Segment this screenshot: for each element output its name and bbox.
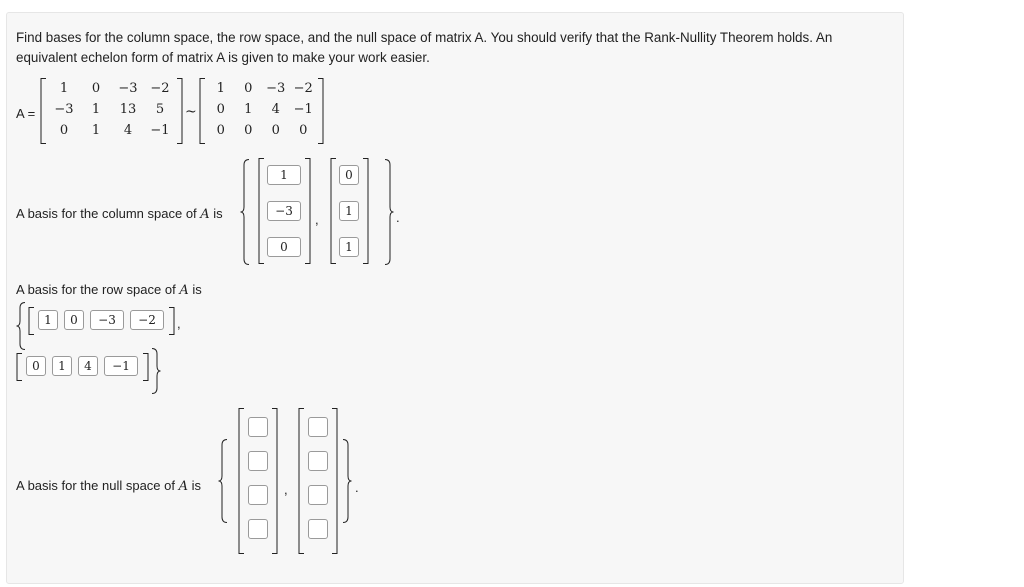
column-space-right-brace [384, 159, 394, 265]
matrix-a-entry: 0 [91, 81, 101, 96]
row-space-entry-input[interactable]: −3 [90, 310, 124, 330]
row-space-entry-input[interactable]: 1 [38, 310, 58, 330]
row-space-entry-input[interactable]: −2 [130, 310, 164, 330]
matrix-a-entry: 1 [91, 123, 101, 138]
row-space-entry-input[interactable]: 4 [78, 356, 98, 376]
matrix-a-entry: 5 [155, 102, 165, 117]
matrix-echelon-entry: 0 [271, 123, 280, 138]
matrix-echelon-entry: 0 [299, 123, 308, 138]
column-space-left-brace [240, 159, 250, 265]
separator-comma: , [284, 482, 288, 497]
null-vector-right-bracket [271, 408, 278, 554]
null-space-label: A basis for the null space of A is [16, 478, 201, 494]
column-space-entry-input[interactable]: 0 [339, 165, 359, 185]
row-vector-right-bracket [168, 307, 175, 335]
null-space-entry-input[interactable] [248, 451, 268, 471]
matrix-echelon-right-bracket [317, 78, 324, 144]
matrix-a-entry: −1 [150, 123, 170, 138]
row-space-entry-input[interactable]: 0 [26, 356, 46, 376]
column-space-entry-input[interactable]: −3 [267, 201, 301, 221]
matrix-a-entry: 1 [91, 102, 101, 117]
matrix-echelon-entry: 0 [216, 102, 225, 117]
row-space-entry-input[interactable]: 0 [64, 310, 84, 330]
period: . [355, 480, 359, 495]
null-space-entry-input[interactable] [308, 519, 328, 539]
matrix-label: A = [16, 106, 36, 121]
column-space-entry-input[interactable]: 0 [267, 237, 301, 257]
matrix-echelon-entry: 1 [244, 102, 253, 117]
null-space-entry-input[interactable] [248, 485, 268, 505]
row-space-left-brace [16, 302, 26, 350]
row-vector-left-bracket [16, 353, 23, 381]
row-space-right-brace [151, 348, 161, 394]
null-vector-left-bracket [298, 408, 305, 554]
row-space-entry-input[interactable]: 1 [52, 356, 72, 376]
matrix-echelon-entry: −2 [293, 81, 313, 96]
null-space-entry-input[interactable] [308, 417, 328, 437]
null-vector-right-bracket [331, 408, 338, 554]
row-space-basis [14, 300, 234, 400]
matrix-a-entry: 4 [123, 123, 133, 138]
matrix-a-right-bracket [176, 78, 183, 144]
question-prompt: Find bases for the column space, the row space, and the null space of matrix A. You should verify that the Rank-Nullity Theorem holds. An equivalent echelon form of matrix A is given to make your work easier. [16, 30, 833, 65]
null-space-left-brace [218, 439, 228, 523]
column-vector-right-bracket [304, 158, 311, 264]
null-space-entry-input[interactable] [308, 451, 328, 471]
column-vector-left-bracket [330, 158, 337, 264]
column-space-entry-input[interactable]: 1 [339, 237, 359, 257]
column-space-basis [240, 158, 410, 266]
matrix-echelon-entry: 1 [216, 81, 225, 96]
row-space-label: A basis for the row space of A is [16, 282, 202, 298]
matrix-echelon-left-bracket [199, 78, 206, 144]
matrix-a-left-bracket [40, 78, 47, 144]
matrix-a-entry: 0 [59, 123, 69, 138]
matrix-echelon-entry: 0 [216, 123, 225, 138]
column-vector-left-bracket [258, 158, 265, 264]
null-space-entry-input[interactable] [248, 519, 268, 539]
column-space-label: A basis for the column space of A is [16, 206, 223, 222]
column-vector-right-bracket [362, 158, 369, 264]
row-vector-left-bracket [28, 307, 35, 335]
equivalent-symbol: ~ [185, 104, 197, 120]
matrix-a-entry: −3 [54, 102, 74, 117]
null-vector-left-bracket [238, 408, 245, 554]
column-space-entry-input[interactable]: 1 [339, 201, 359, 221]
null-space-entry-input[interactable] [308, 485, 328, 505]
null-space-right-brace [342, 439, 352, 523]
matrix-a-entry: 13 [119, 102, 137, 117]
matrix-a-entry: −3 [118, 81, 138, 96]
column-space-entry-input[interactable]: 1 [267, 165, 301, 185]
separator-comma: , [315, 212, 319, 227]
separator-comma: , [177, 316, 181, 331]
matrix-a [40, 78, 185, 144]
matrix-echelon-entry: 4 [271, 102, 280, 117]
matrix-echelon-entry: −3 [266, 81, 286, 96]
null-space-entry-input[interactable] [248, 417, 268, 437]
row-vector-right-bracket [142, 353, 149, 381]
matrix-a-entry: 1 [59, 81, 69, 96]
matrix-echelon-entry: 0 [244, 123, 253, 138]
matrix-echelon [199, 78, 325, 144]
matrix-echelon-entry: −1 [293, 102, 313, 117]
matrix-a-entry: −2 [150, 81, 170, 96]
period: . [396, 210, 400, 225]
null-space-basis [218, 408, 368, 556]
matrix-echelon-entry: 0 [244, 81, 253, 96]
row-space-entry-input[interactable]: −1 [104, 356, 138, 376]
